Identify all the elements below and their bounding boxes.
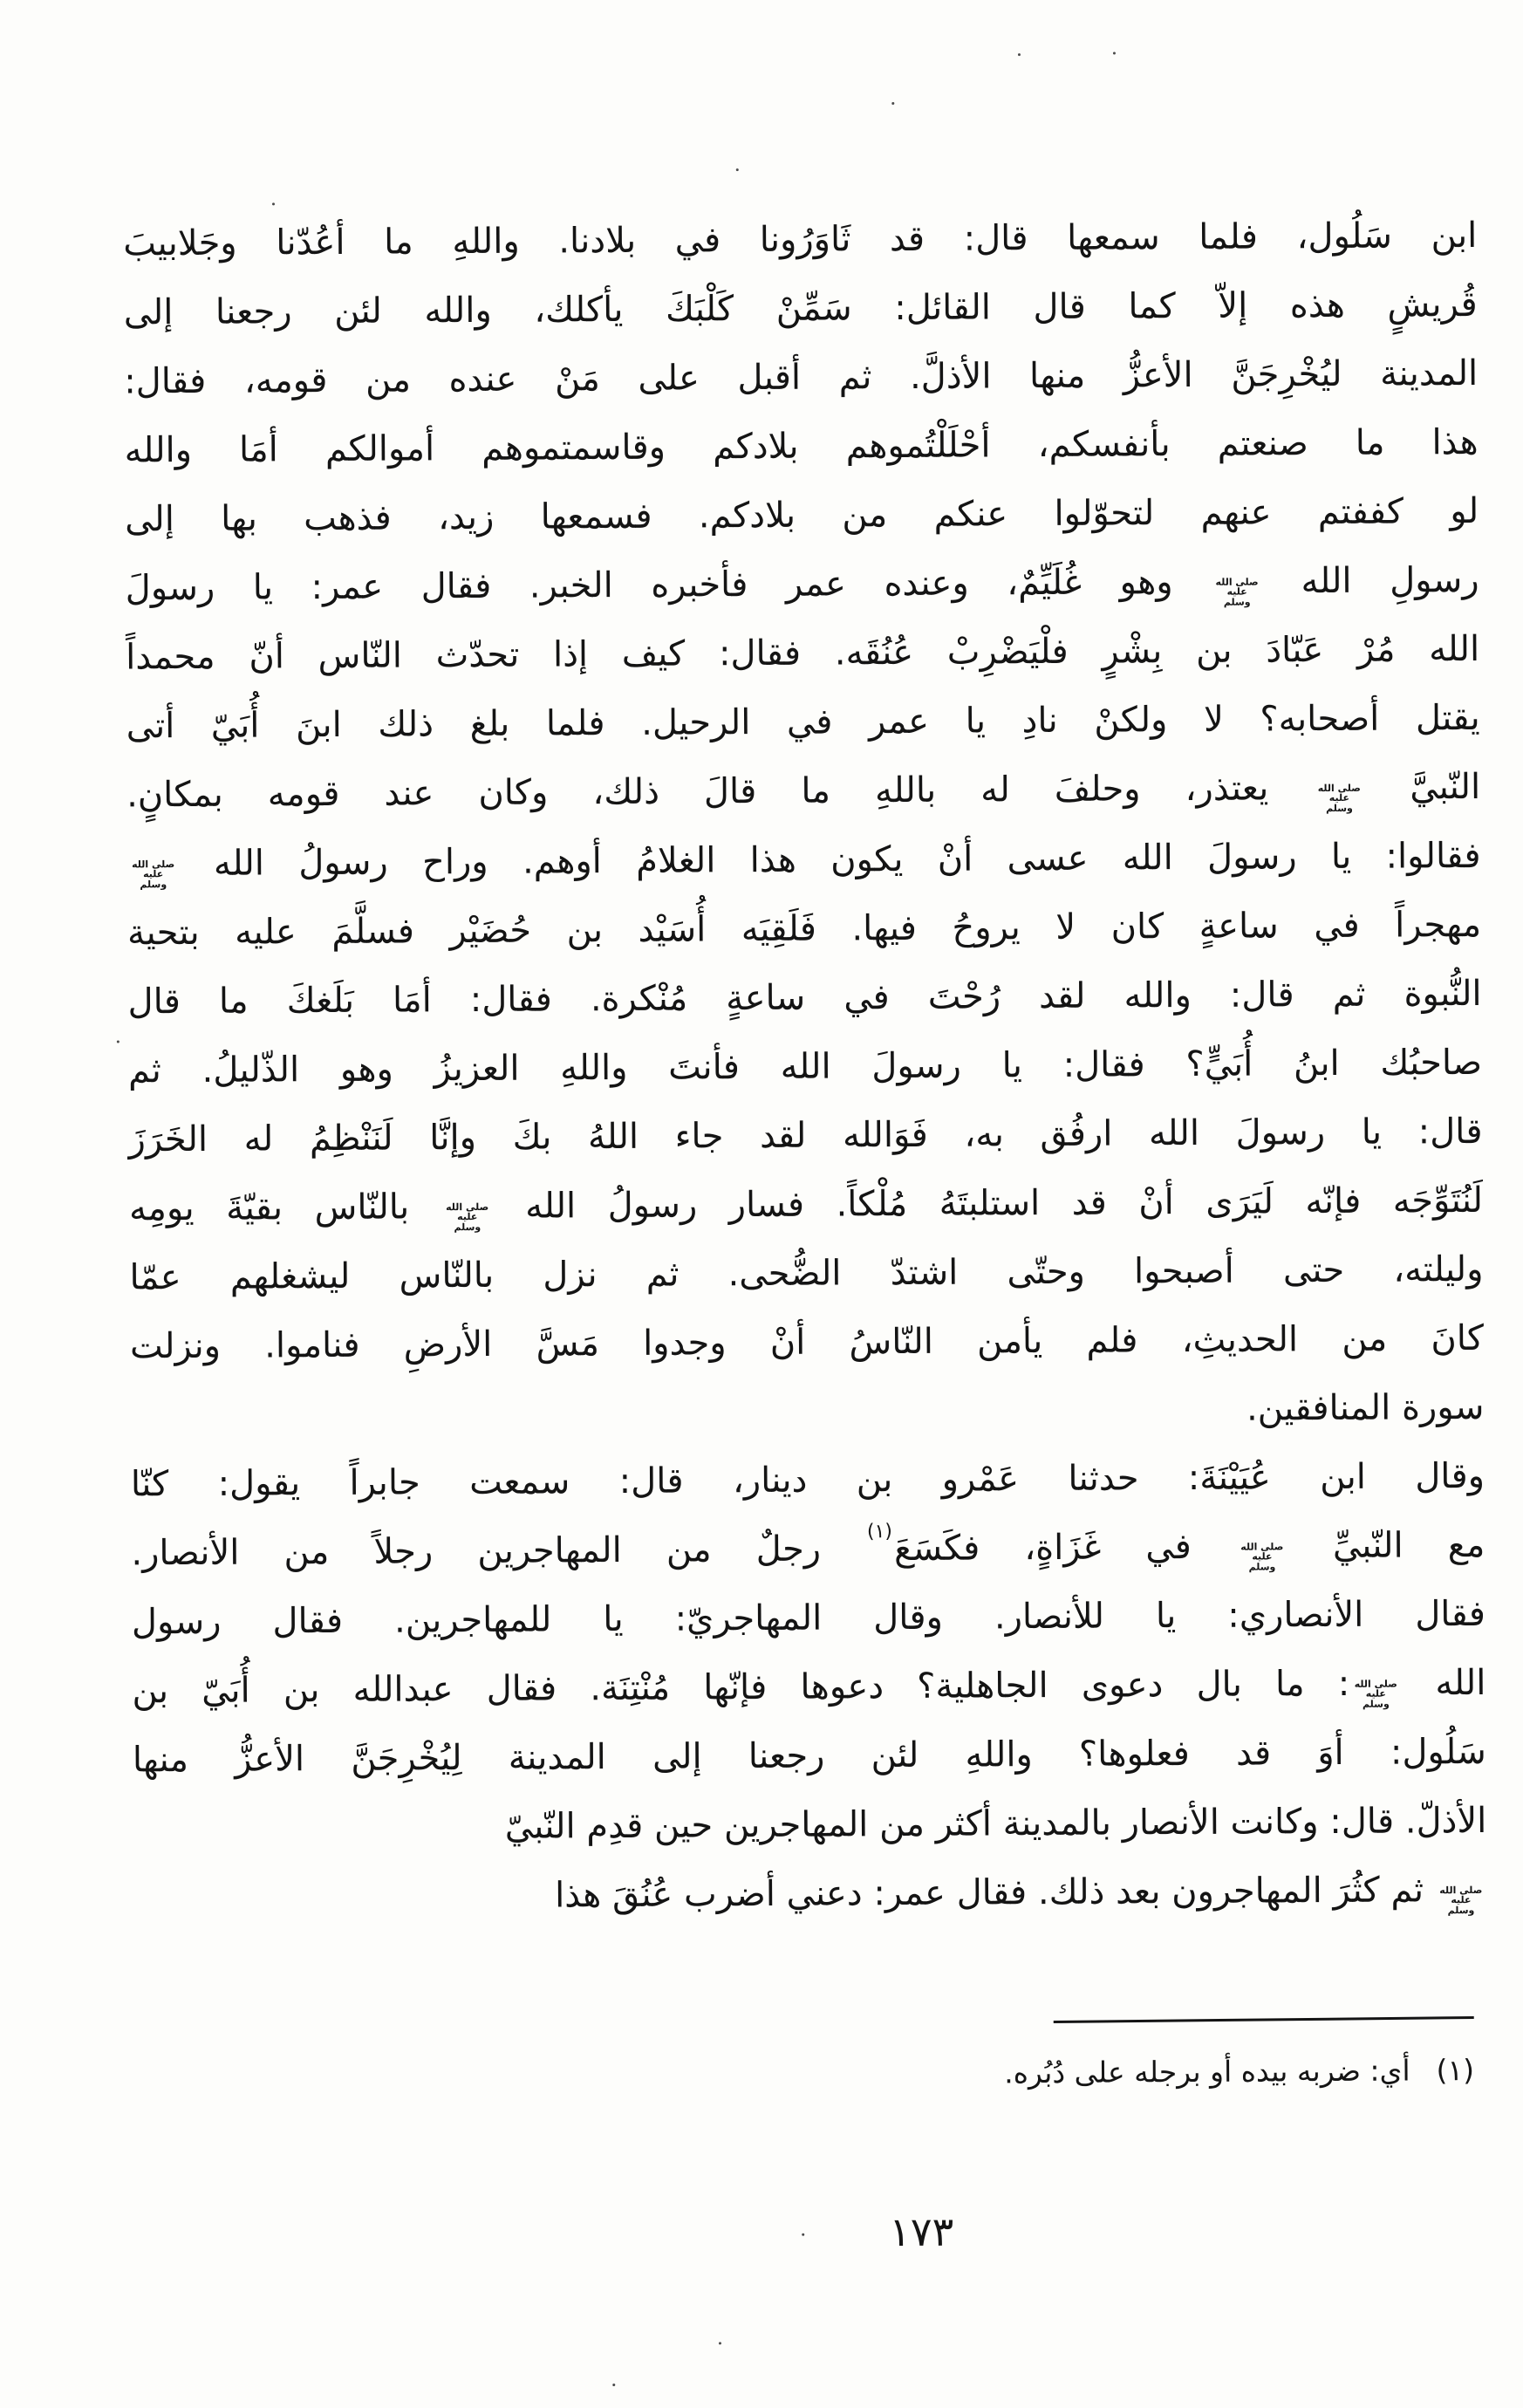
- text-line: النّبيَّ صلى الله عليه وسلم يعتذر، وحلفَ له باللهِ ما قالَ ذلك، وكان عند قومه بمكانٍ.: [126, 766, 1481, 816]
- salla-allahu-alayhi-wasallam-icon: صلى الله عليه وسلم: [132, 859, 175, 891]
- text-line: المدينة ليُخْرِجَنَّ الأعزُّ منها الأذلَّ. ثم أقبل على مَنْ عنده من قومه، فقال:: [124, 352, 1479, 402]
- text-line: سورة المنافقين.: [1246, 1386, 1485, 1429]
- scan-speck: [272, 202, 275, 205]
- salla-allahu-alayhi-wasallam-icon: صلى الله عليه وسلم: [1215, 576, 1259, 608]
- text-line: فقالوا: يا رسولَ الله عسى أنْ يكون هذا الغلامُ أوهم. وراح رسولُ الله صلى الله عليه وسلم: [132, 835, 1481, 891]
- text-line: فقال الأنصاري: يا للأنصار. وقال المهاجريّ: يا للمهاجرين. فقال رسول: [131, 1593, 1486, 1643]
- text-line: الأذلّ. قال: وكانت الأنصار بالمدينة أكثر من المهاجرين حين قدِم النّبيّ: [504, 1800, 1487, 1847]
- salla-allahu-alayhi-wasallam-icon: صلى الله عليه وسلم: [1317, 782, 1361, 815]
- salla-allahu-alayhi-wasallam-icon: صلى الله عليه وسلم: [1354, 1678, 1397, 1710]
- footnote-ref: (١): [866, 1520, 893, 1543]
- salla-allahu-alayhi-wasallam-icon: صلى الله عليه وسلم: [1439, 1884, 1483, 1917]
- footnote: [1004, 2044, 1474, 2099]
- text-line: لو كففتم عنهم لتحوّلوا عنكم من بلادكم. فسمعها زيد، فذهب بها إلى: [125, 490, 1479, 540]
- scan-speck: [802, 2234, 804, 2236]
- text-line: قُريشٍ هذه إلاّ كما قال القائل: سَمِّنْ كَلْبَكَ يأكلك، والله لئن رجعنا إلى: [123, 284, 1478, 333]
- scan-speck: [719, 2342, 721, 2344]
- body-text: [123, 202, 1487, 1933]
- text-line: رسولِ الله صلى الله عليه وسلم وهو غُلَيِّمٌ، وعنده عمر فأخبره الخبر. فقال عمر: يا رسولَ: [125, 559, 1479, 609]
- footnote-marker: (١): [1436, 2053, 1475, 2088]
- text-line: مع النّبيِّ صلى الله عليه وسلم في غَزَاةٍ، فكَسَعَ$^{(١)}$ رجلٌ من المهاجرين رجلاً من الأنصار.: [131, 1520, 1485, 1574]
- text-line: مهجراً في ساعةٍ كان لا يروحُ فيها. فَلَقِيَه أُسَيْد بن حُضَيْر فسلَّمَ عليه بتحية: [126, 904, 1482, 954]
- text-line: الله صلى الله عليه وسلم : ما بال دعوى الجاهلية؟ دعوها فإنّها مُنْتِنَة. فقال عبدالله بن أُبَيّ بن: [132, 1662, 1486, 1712]
- footnote-separator: [1054, 2016, 1474, 2023]
- text-line: الله مُرْ عَبّادَ بن بِشْرٍ فلْيَضْرِبْ عُنُقَه. فقال: كيف إذا تحدّث النّاس أنّ محمداً: [126, 628, 1480, 678]
- text-line: صاحبُك ابنُ أُبَيٍّ؟ فقال: يا رسولَ الله فأنتَ واللهِ العزيزُ وهو الذّليلُ. ثم: [127, 1042, 1483, 1091]
- text-line: ابن سَلُول، فلما سمعها قال: قد ثَاوَرُونا في بلادنا. واللهِ ما أعُدّنا وجَلابيبَ: [123, 215, 1478, 264]
- text-line: كانَ من الحديثِ، فلم يأمن النّاسُ أنْ وجدوا مَسَّ الأرضِ فناموا. ونزلت: [129, 1317, 1485, 1367]
- text-line: وليلته، حتى أصبحوا وحتّى اشتدّ الضُّحى. ثم نزل بالنّاس ليشغلهم عمّا: [129, 1248, 1484, 1298]
- scan-speck: [891, 102, 894, 105]
- page-number: ١٧٣: [889, 2207, 954, 2256]
- text-line: النُّبوة ثم قال: والله لقد رُحْتَ في ساعةٍ مُنْكرة. فقال: أمَا بَلَغكَ ما قال: [127, 973, 1482, 1023]
- scan-speck: [612, 2384, 615, 2386]
- text-line: قال: يا رسولَ الله ارفُق به، فَوَالله لقد جاء اللهُ بكَ وإنَّا لَنَنْظِمُ له الخَرَزَ: [128, 1111, 1483, 1160]
- text-line: وقال ابن عُيَيْنَةَ: حدثنا عَمْرو بن دينار، قال: سمعت جابراً يقول: كنّا: [130, 1455, 1485, 1505]
- text-line: يقتل أصحابه؟ لا ولكنْ نادِ يا عمر في الرحيل. فلما بلغ ذلك ابنَ أُبَيّ أتى: [126, 697, 1480, 747]
- salla-allahu-alayhi-wasallam-icon: صلى الله عليه وسلم: [1240, 1541, 1284, 1573]
- text-line: صلى الله عليه وسلم ثم كثُرَ المهاجرون بعد ذلك. فقال عمر: دعني أضرب عُنُقَ هذا: [554, 1870, 1483, 1917]
- text-line: هذا ما صنعتم بأنفسكم، أحْلَلْتُموهم بلادكم وقاسمتموهم أموالكم أمَا والله: [124, 421, 1479, 471]
- scan-speck: [1113, 51, 1116, 54]
- footnote-text: أي: ضربه بيده أو برجله على دُبُره.: [1004, 2053, 1410, 2090]
- text-line: سَلُول: أوَ قد فعلوها؟ واللهِ لئن رجعنا إلى المدينة لِيُخْرِجَنَّ الأعزُّ منها: [132, 1731, 1487, 1781]
- scan-speck: [736, 168, 739, 171]
- salla-allahu-alayhi-wasallam-icon: صلى الله عليه وسلم: [446, 1201, 489, 1234]
- scan-speck: [117, 1040, 120, 1043]
- scan-speck: [1018, 53, 1021, 56]
- text-line: لَنُتَوِّجَه فإنّه لَيَرَى أنْ قد استلبتَهُ مُلْكاً. فسار رسولُ الله صلى الله عليه وسلم بالنّاس بقيّةَ يومِه: [128, 1180, 1484, 1234]
